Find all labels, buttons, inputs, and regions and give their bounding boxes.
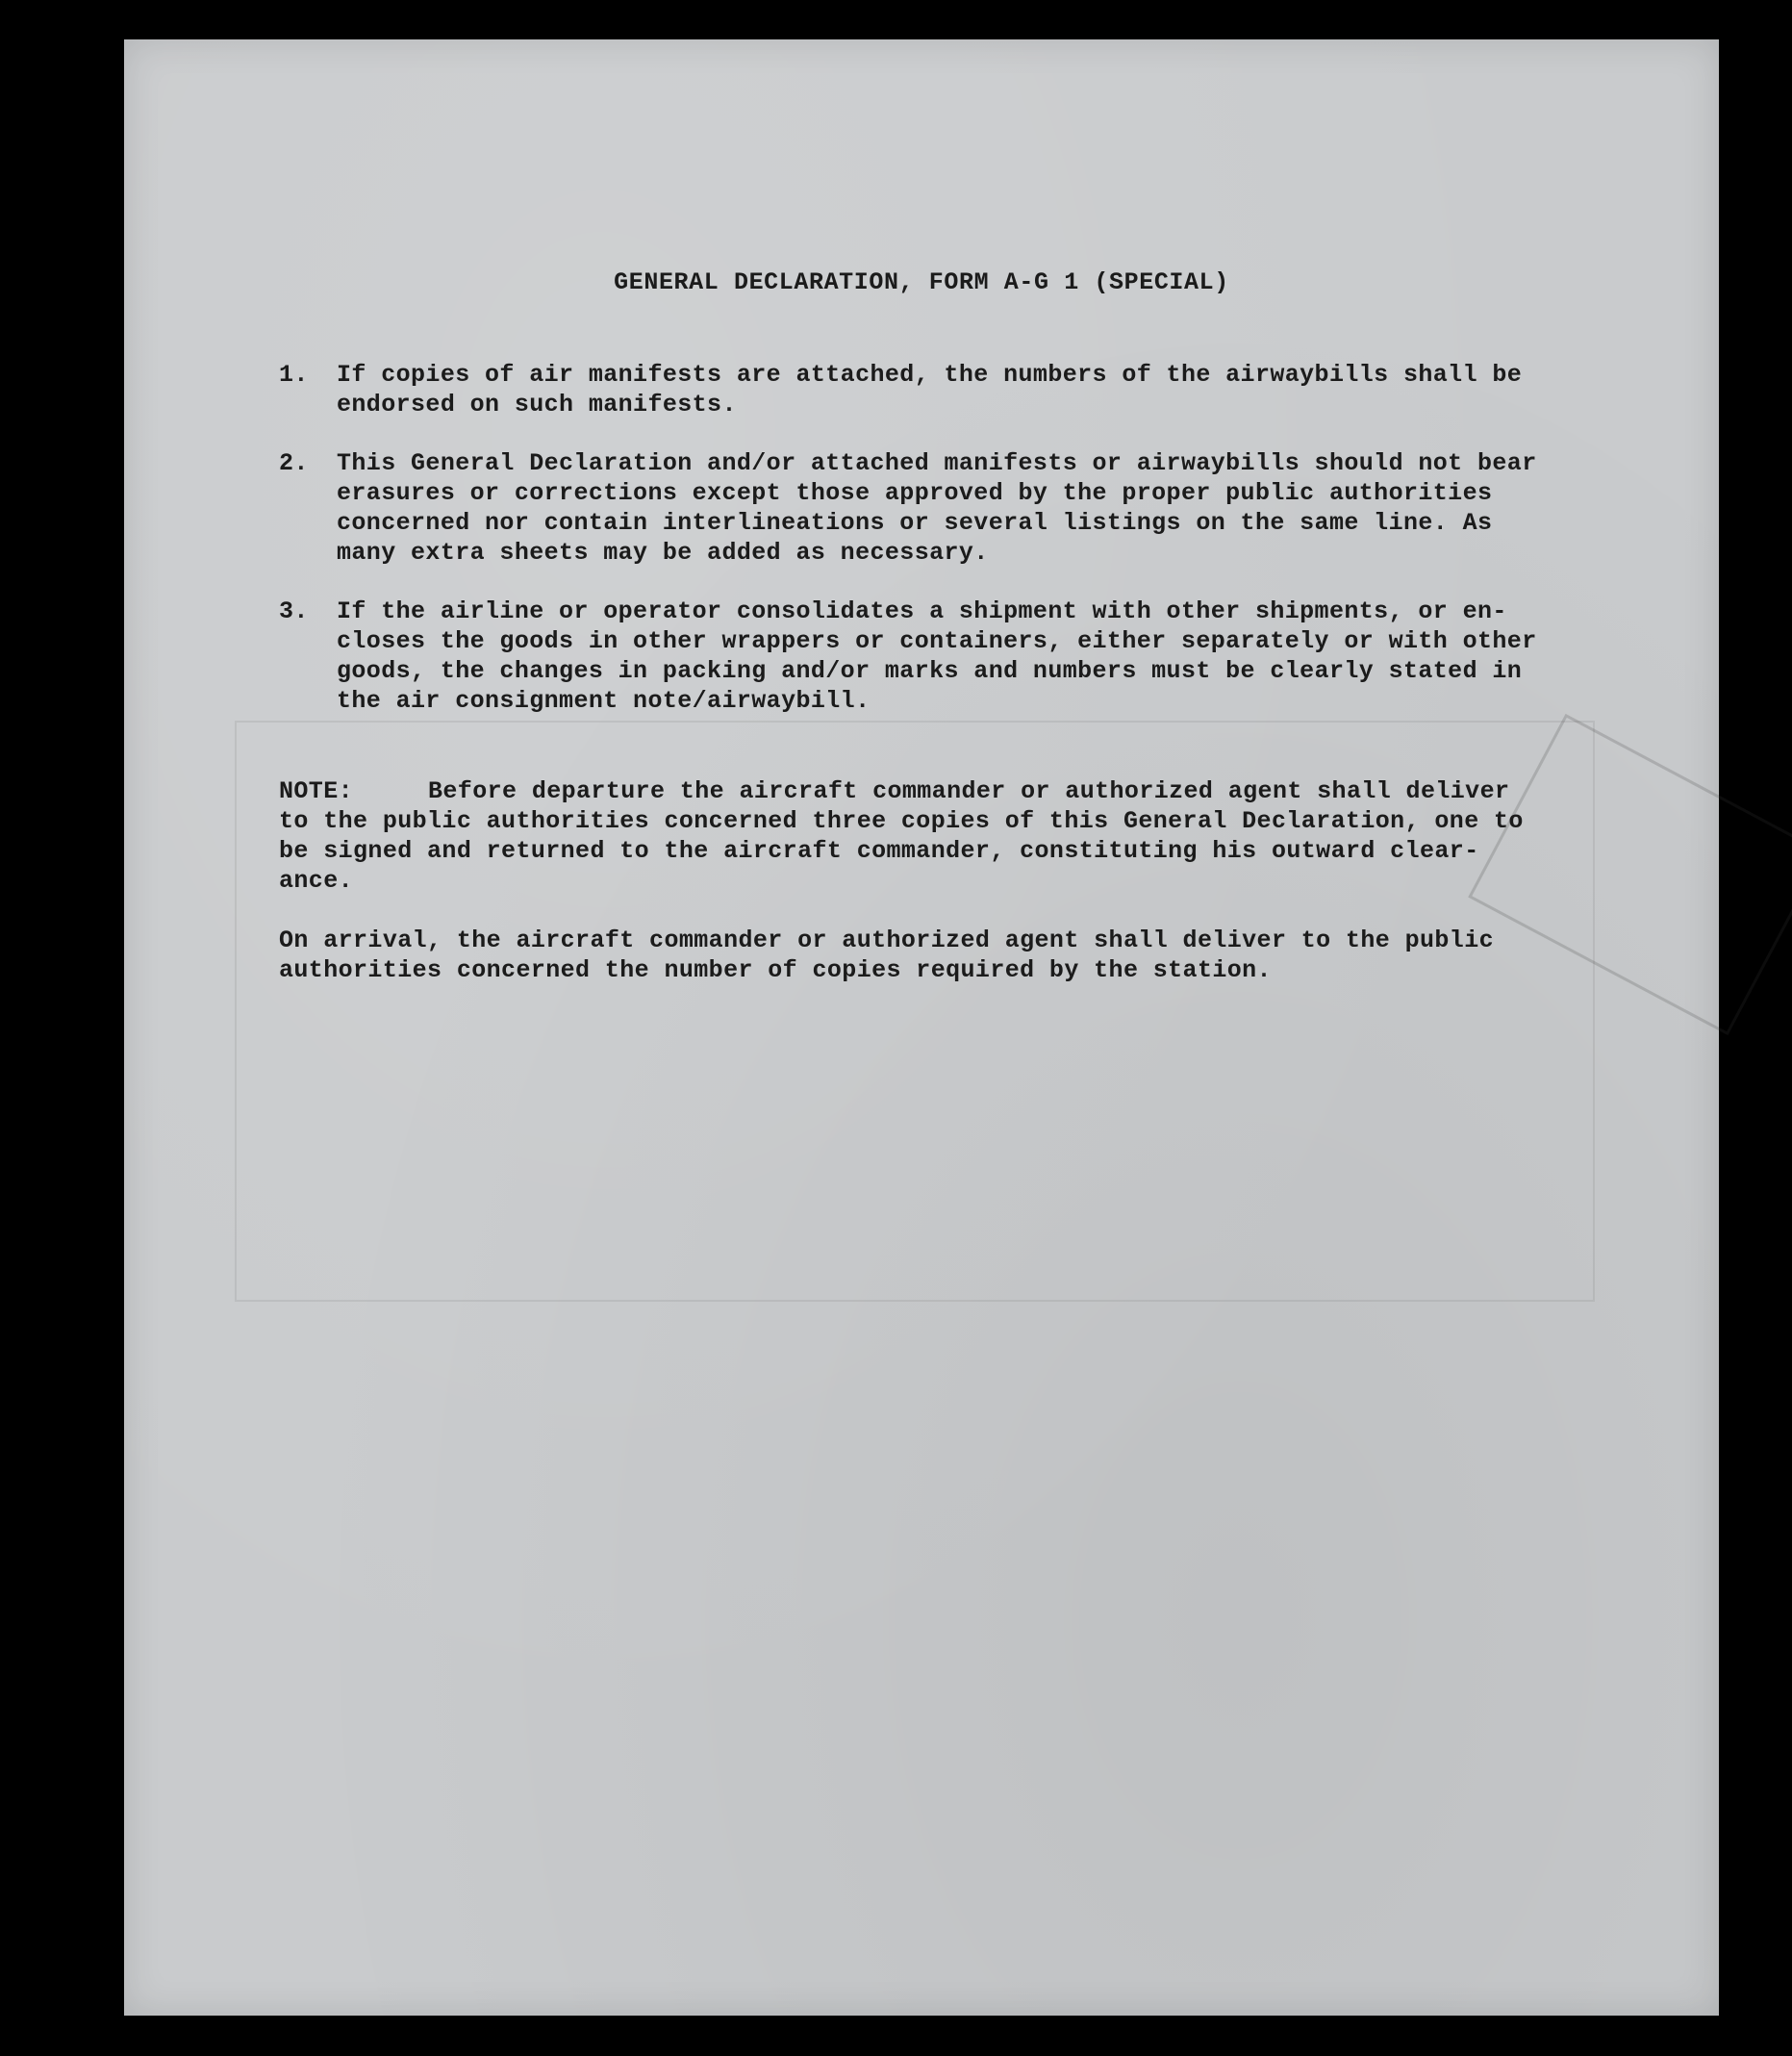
document-title: GENERAL DECLARATION, FORM A-G 1 (SPECIAL): [614, 268, 1229, 296]
text-line: authorities concerned the number of copies required by the station.: [279, 956, 1272, 984]
text-line: endorsed on such manifests.: [337, 391, 737, 419]
item-number: 3.: [279, 597, 309, 625]
item-text: [337, 360, 1568, 419]
text-line: the air consignment note/airwaybill.: [337, 687, 871, 715]
note-label: NOTE:: [279, 777, 354, 805]
text-line: If copies of air manifests are attached, the numbers of the airwaybills shall be: [337, 361, 1523, 389]
text-line: many extra sheets may be added as necessary.: [337, 539, 989, 567]
text-line: concerned nor contain interlineations or several listings on the same line. As: [337, 509, 1493, 537]
note-paragraph: [279, 776, 1568, 896]
text-line: [279, 776, 1568, 806]
text-line: erasures or corrections except those approved by the proper public authorities: [337, 479, 1493, 507]
item-text: [337, 448, 1568, 568]
arrival-paragraph: [279, 926, 1568, 985]
document-body: [124, 39, 1719, 2016]
note-first-line: Before departure the aircraft commander or authorized agent shall deliver: [428, 777, 1510, 805]
item-text: [337, 596, 1568, 716]
item-number: 1.: [279, 361, 309, 389]
item-number: 2.: [279, 449, 309, 477]
text-line: goods, the changes in packing and/or marks and numbers must be clearly stated in: [337, 657, 1523, 685]
text-line: ance.: [279, 867, 354, 895]
text-line: This General Declaration and/or attached manifests or airwaybills should not bear: [337, 449, 1537, 477]
document-page: [124, 39, 1719, 2016]
text-line: to the public authorities concerned three copies of this General Declaration, one to: [279, 807, 1524, 835]
text-line: closes the goods in other wrappers or containers, either separately or with other: [337, 627, 1537, 655]
text-line: If the airline or operator consolidates a shipment with other shipments, or en-: [337, 597, 1507, 625]
text-line: On arrival, the aircraft commander or authorized agent shall deliver to the public: [279, 926, 1494, 954]
text-line: be signed and returned to the aircraft commander, constituting his outward clear-: [279, 837, 1479, 865]
